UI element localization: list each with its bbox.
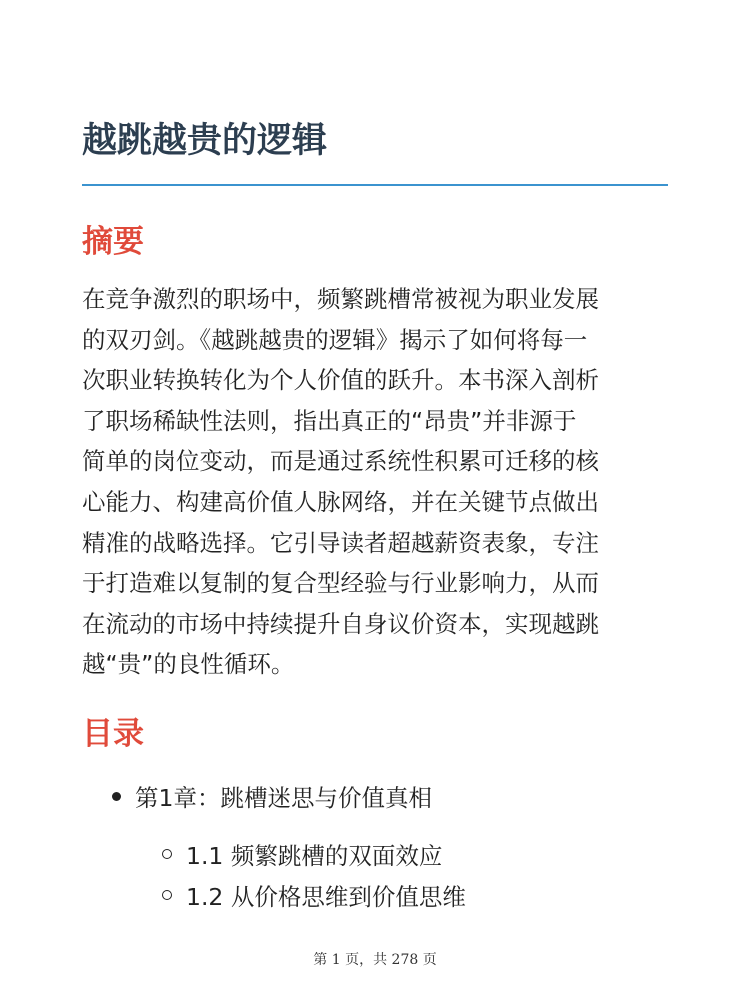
abstract-line: 精准的战略选择。它引导读者超越薪资表象，专注 [82,528,599,557]
abstract-line: 在竞争激烈的职场中，频繁跳槽常被视为职业发展 [82,285,599,313]
bullet-circle-icon [162,849,172,859]
abstract-line: 越“贵”的良性循环。 [82,650,295,679]
abstract-line: 次职业转换转化为个人价值的跃升。本书深入剖析 [82,366,599,395]
toc-section-item[interactable] [162,833,442,875]
abstract-paragraph [82,279,672,685]
toc-section-label: 1.2 从价格思维到价值思维 [186,883,466,911]
abstract-line: 心能力、构建高价值人脉网络，并在关键节点做出 [82,487,599,516]
toc-chapter-label: 第1章：跳槽迷思与价值真相 [135,784,432,812]
abstract-line: 在流动的市场中持续提升自身议价资本，实现越跳 [82,609,599,638]
toc-heading: 目录 [82,716,144,752]
toc-section-item[interactable] [162,874,466,916]
bullet-disc-icon [112,792,121,801]
abstract-line: 了职场稀缺性法则，指出真正的“昂贵”并非源于 [82,406,577,435]
abstract-line: 于打造难以复制的复合型经验与行业影响力，从而 [82,569,599,598]
document-title: 越跳越贵的逻辑 [82,121,328,161]
bullet-circle-icon [162,890,172,900]
toc-chapter-item[interactable] [112,775,432,817]
abstract-line: 简单的岗位变动，而是通过系统性积累可迁移的核 [82,447,599,476]
page-number-footer: 第 1 页，共 278 页 [313,952,437,968]
title-divider [82,184,668,186]
abstract-line: 的双刃剑。《越跳越贵的逻辑》揭示了如何将每一 [82,325,588,354]
abstract-heading: 摘要 [82,224,144,260]
toc-section-label: 1.1 频繁跳槽的双面效应 [186,842,443,870]
